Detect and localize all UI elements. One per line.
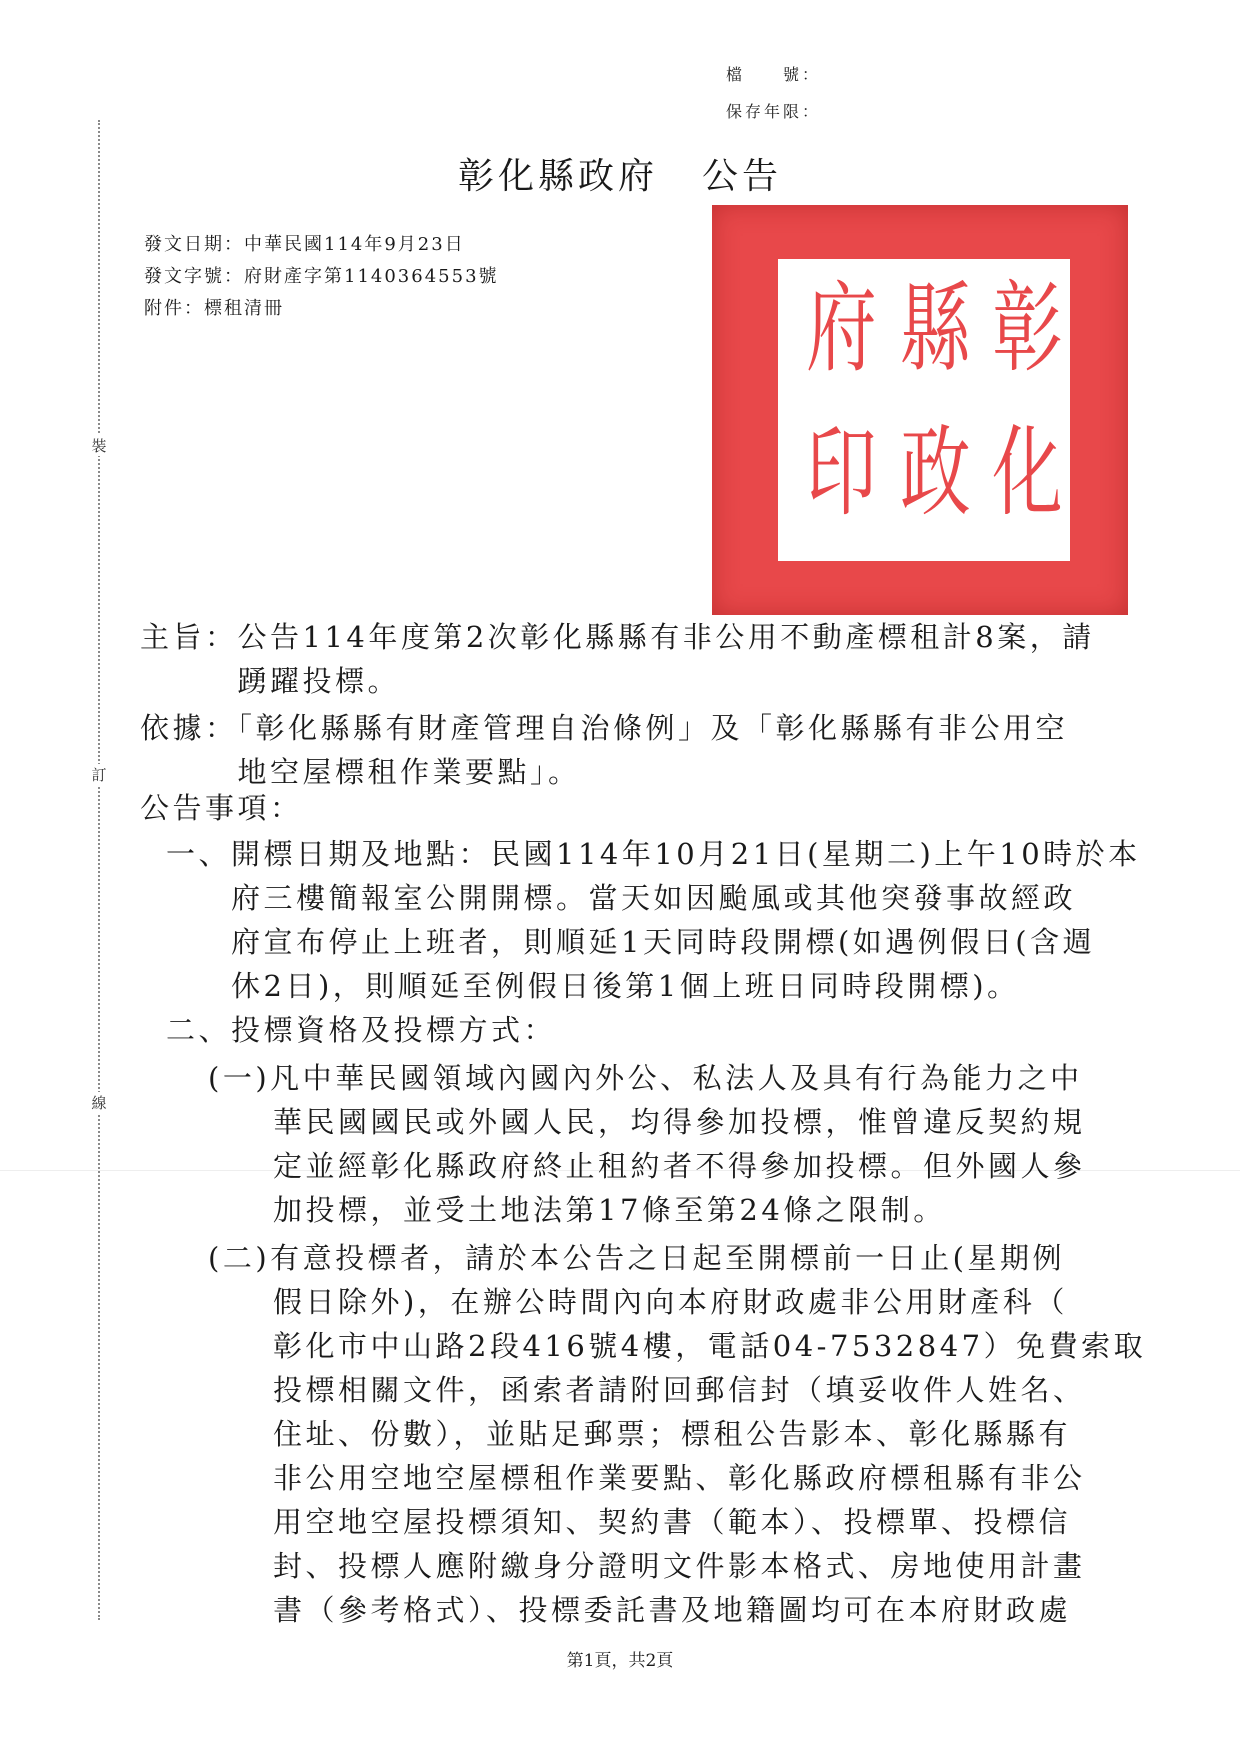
item1-line-2: 府三樓簡報室公開開標。當天如因颱風或其他突發事故經政 <box>166 881 1077 915</box>
title-org: 彰化縣政府 <box>457 156 658 197</box>
seal-char-zhang: 彰 <box>992 272 1063 386</box>
title-doc-type: 公告 <box>702 156 783 197</box>
items-heading: 公告事項： <box>140 791 303 825</box>
item1-line-3: 府宣布停止上班者，則順延1天同時段開標(如遇例假日(含週 <box>166 925 1096 959</box>
item2-2-line-6: 非公用空地空屋標租作業要點、彰化縣政府標租縣有非公 <box>208 1461 1086 1495</box>
item2-1-line-1: (一)凡中華民國領域內國內外公、私法人及具有行為能力之中 <box>208 1061 1083 1095</box>
seal-inner-frame <box>778 259 1070 561</box>
binding-mark-xian: 線 <box>84 1092 114 1113</box>
item2-2-line-2: 假日除外)，在辦公時間內向本府財政處非公用財產科（ <box>208 1285 1068 1319</box>
item2-1-line-4: 加投標，並受土地法第17條至第24條之限制。 <box>208 1193 946 1227</box>
official-seal <box>712 205 1128 615</box>
item2-heading: 二、投標資格及投標方式： <box>166 1013 557 1047</box>
binding-mark-zhuang: 裝 <box>84 435 114 456</box>
item2-2-line-9: 書（參考格式）、投標委託書及地籍圖均可在本府財政處 <box>208 1593 1072 1627</box>
subject-line-1: 主旨：公告114年度第2次彰化縣縣有非公用不動產標租計8案，請 <box>140 620 1095 654</box>
item2-2-line-7: 用空地空屋投標須知、契約書（範本）、投標單、投標信 <box>208 1505 1072 1539</box>
seal-char-hua: 化 <box>992 416 1063 530</box>
basis-line-1: 依據：「彰化縣縣有財產管理自治條例」及「彰化縣縣有非公用空 <box>140 711 1069 745</box>
item2-2-line-1: (二)有意投標者，請於本公告之日起至開標前一日止(星期例 <box>208 1241 1065 1275</box>
item2-1-line-2: 華民國國民或外國人民，均得參加投標，惟曾違反契約規 <box>208 1105 1086 1139</box>
attachment: 附件：標租清冊 <box>144 298 284 319</box>
issue-date: 發文日期：中華民國114年9月23日 <box>144 234 465 255</box>
page-footer: 第1頁，共2頁 <box>566 1651 674 1671</box>
basis-line-2: 地空屋標租作業要點」。 <box>140 755 581 789</box>
item1-line-4: 休2日)，則順延至例假日後第1個上班日同時段開標)。 <box>166 969 1020 1003</box>
seal-char-yin: 印 <box>806 416 877 530</box>
binding-line <box>98 120 100 1620</box>
retention-period-label: 保存年限： <box>726 102 822 121</box>
seal-char-zheng: 政 <box>900 416 971 530</box>
binding-mark-ding: 訂 <box>84 764 114 785</box>
file-number-label: 檔 號： <box>726 65 822 84</box>
document-title <box>0 148 1240 199</box>
item2-2-line-4: 投標相關文件，函索者請附回郵信封（填妥收件人姓名、 <box>208 1373 1086 1407</box>
document-number: 發文字號：府財產字第1140364553號 <box>144 266 499 287</box>
seal-char-fu: 府 <box>806 272 877 386</box>
item2-2-line-5: 住址、份數），並貼足郵票；標租公告影本、彰化縣縣有 <box>208 1417 1072 1451</box>
subject-line-2: 踴躍投標。 <box>140 664 401 698</box>
item2-1-line-3: 定並經彰化縣政府終止租約者不得參加投標。但外國人參 <box>208 1149 1086 1183</box>
item2-2-line-8: 封、投標人應附繳身分證明文件影本格式、房地使用計畫 <box>208 1549 1086 1583</box>
seal-char-xian: 縣 <box>900 272 971 386</box>
item2-2-line-3: 彰化市中山路2段416號4樓，電話04-7532847）免費索取 <box>208 1329 1147 1363</box>
item1-line-1: 一、開標日期及地點：民國114年10月21日(星期二)上午10時於本 <box>166 837 1141 871</box>
